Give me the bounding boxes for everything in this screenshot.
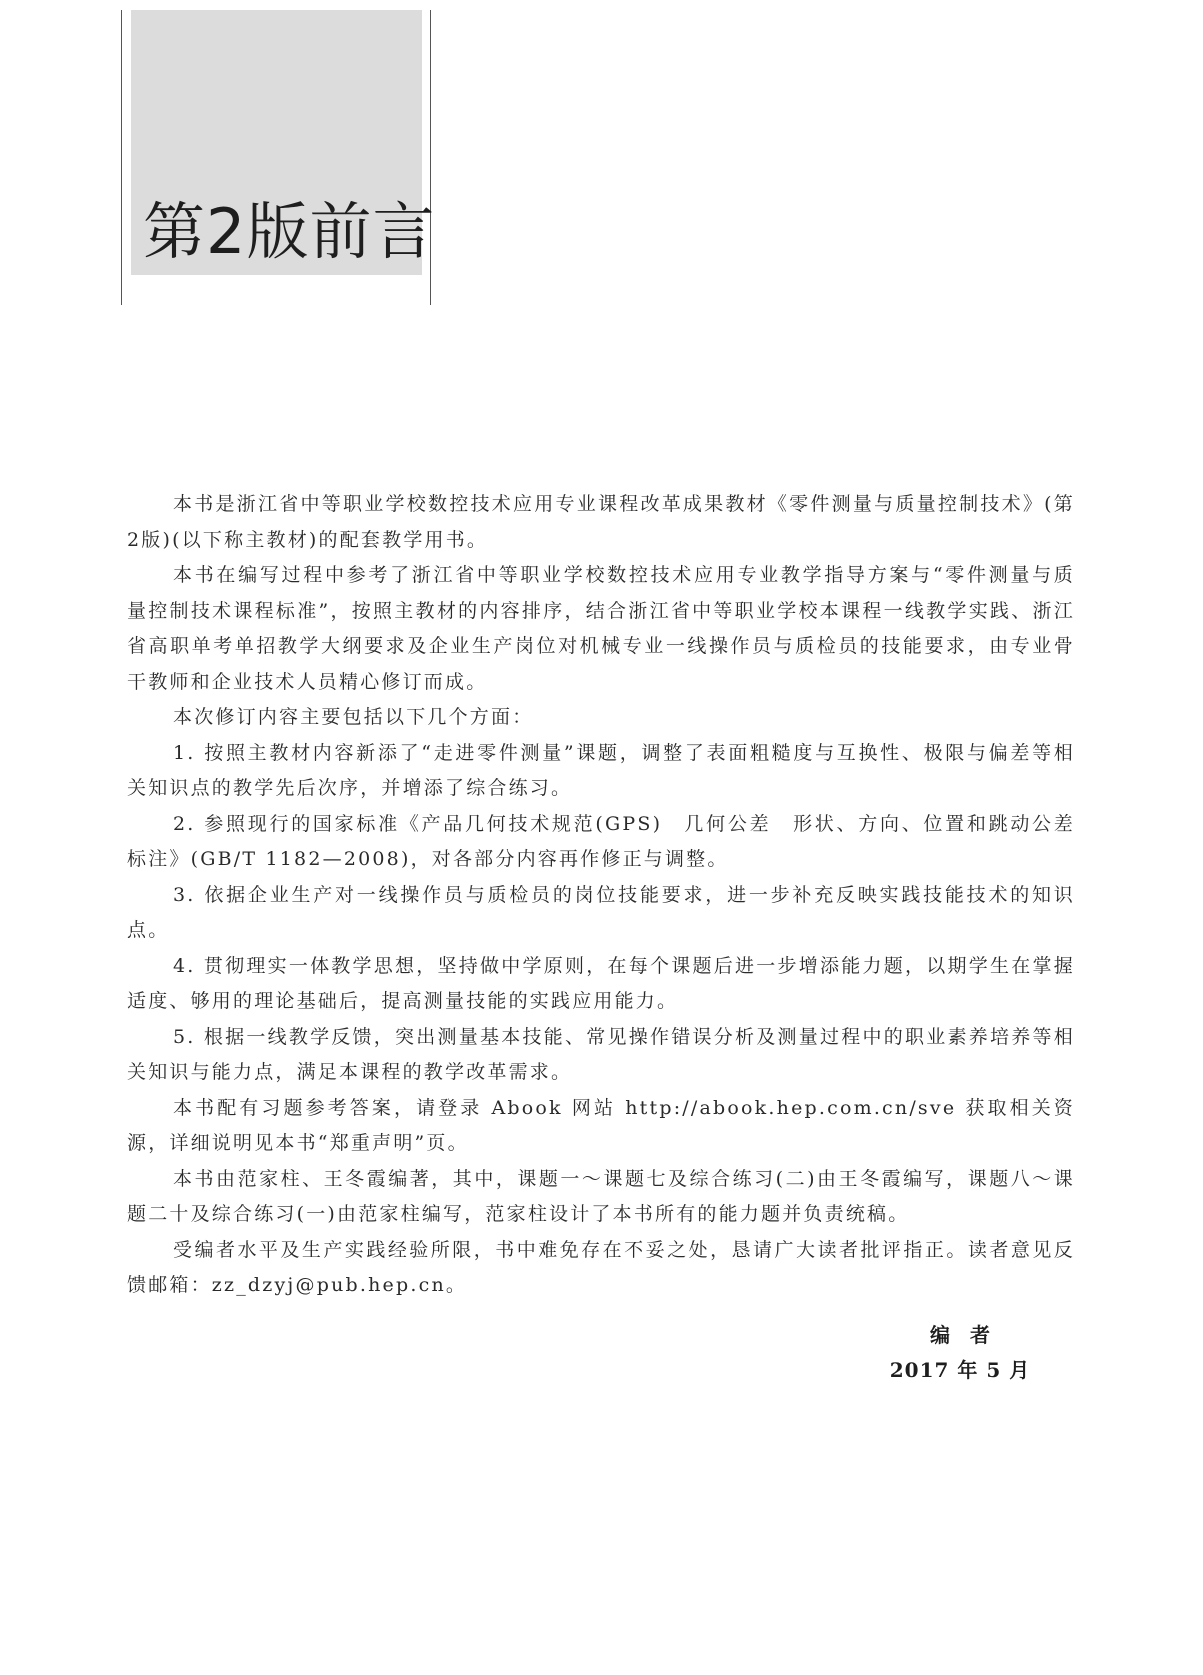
page-title: 第2版前言: [143, 195, 436, 268]
paragraph-authors: 本书由范家柱、王冬霞编著，其中，课题一～课题七及综合练习(二)由王冬霞编写，课题八～课题二十及综合练习(一)由范家柱编写，范家柱设计了本书所有的能力题并负责统稿。: [127, 1167, 1075, 1225]
paragraph-resources: 本书配有习题参考答案，请登录 Abook 网站 http://abook.hep.com.cn/sve 获取相关资源，详细说明见本书“郑重声明”页。: [127, 1096, 1075, 1154]
paragraph-intro: 本书是浙江省中等职业学校数控技术应用专业课程改革成果教材《零件测量与质量控制技术》(第2版)(以下称主教材)的配套教学用书。: [127, 493, 1075, 551]
paragraph-feedback: 受编者水平及生产实践经验所限，书中难免存在不妥之处，恳请广大读者批评指正。读者意见反馈邮箱：zz_dzyj@pub.hep.cn。: [127, 1238, 1075, 1296]
signature-block: [860, 1318, 1060, 1388]
paragraph-revision-item-5: 5. 根据一线教学反馈，突出测量基本技能、常见操作错误分析及测量过程中的职业素养培养等相关知识与能力点，满足本课程的教学改革需求。: [127, 1025, 1075, 1083]
paragraph-revision-item-1: 1. 按照主教材内容新添了“走进零件测量”课题，调整了表面粗糙度与互换性、极限与偏差等相关知识点的教学先后次序，并增添了综合练习。: [127, 741, 1075, 799]
title-frame: [121, 10, 436, 305]
paragraph-revision-summary: 本次修订内容主要包括以下几个方面：: [173, 706, 534, 728]
title-box: [131, 10, 436, 275]
signature-date: 2017 年 5 月: [889, 1358, 1031, 1382]
paragraph-background: 本书在编写过程中参考了浙江省中等职业学校数控技术应用专业教学指导方案与“零件测量与质量控制技术课程标准”，按照主教材的内容排序，结合浙江省中等职业学校本课程一线教学实践、浙江省高职单考单招教学大纲要求及企业生产岗位对机械专业一线操作员与质检员的技能要求，由专业骨干教师和企业技术人员精心修订而成。: [127, 564, 1075, 693]
signature-author: 编者: [930, 1323, 1010, 1347]
paragraph-revision-item-4: 4. 贯彻理实一体教学思想，坚持做中学原则，在每个课题后进一步增添能力题，以期学生在掌握适度、够用的理论基础后，提高测量技能的实践应用能力。: [127, 954, 1075, 1012]
paragraph-revision-item-2: 2. 参照现行的国家标准《产品几何技术规范(GPS) 几何公差 形状、方向、位置和跳动公差标注》(GB/T 1182—2008)，对各部分内容再作修正与调整。: [127, 812, 1075, 870]
preface-body: [127, 487, 1075, 1304]
paragraph-revision-item-3: 3. 依据企业生产对一线操作员与质检员的岗位技能要求，进一步补充反映实践技能技术的知识点。: [127, 883, 1075, 941]
